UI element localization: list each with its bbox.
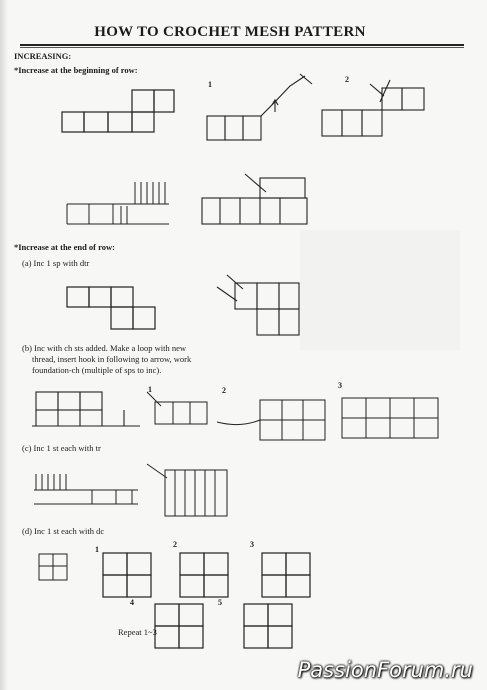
crochet-diagram-end-b3 <box>330 388 445 448</box>
figure-number: 2 <box>345 75 349 84</box>
mesh-chart-end-c <box>32 470 142 510</box>
figure-number: 2 <box>173 540 177 549</box>
crochet-diagram-end-c <box>145 460 235 520</box>
figure-number: 3 <box>338 381 342 390</box>
page-binding-shadow <box>0 0 8 690</box>
figure-number: 2 <box>222 386 226 395</box>
crochet-diagram-end-a <box>215 265 305 340</box>
figure-number: 3 <box>250 540 254 549</box>
step-c: (c) Inc 1 st each with tr <box>22 443 101 453</box>
crochet-diagram-begin-1 <box>205 72 315 144</box>
section-end-row: *Increase at the end of row: <box>14 242 115 252</box>
crochet-diagram-end-d2 <box>170 545 240 605</box>
step-b-line1: (b) Inc with ch sts added. Make a loop with new <box>22 343 187 353</box>
crochet-diagram-begin-3 <box>200 170 315 230</box>
watermark: PassionForum.ru <box>297 658 473 682</box>
mesh-chart-end-b <box>30 388 145 433</box>
step-a: (a) Inc 1 sp with dtr <box>22 258 90 268</box>
figure-number: 1 <box>148 385 152 394</box>
section-increasing: INCREASING: <box>14 51 72 61</box>
mesh-chart-stair-dc <box>65 180 175 230</box>
repeat-label: Repeat 1~3 <box>118 627 157 637</box>
mesh-chart-end-a <box>65 285 175 335</box>
figure-number: 1 <box>208 80 212 89</box>
figure-number: 4 <box>130 598 134 607</box>
crochet-diagram-begin-2 <box>320 78 440 143</box>
section-begin-row: *Increase at the beginning of row: <box>14 65 138 75</box>
bleed-through <box>300 230 460 350</box>
figure-number: 5 <box>218 598 222 607</box>
page-title: HOW TO CROCHET MESH PATTERN <box>94 24 366 40</box>
figure-number: 1 <box>95 545 99 554</box>
mesh-chart-end-d <box>35 550 80 585</box>
mesh-chart-stair <box>60 88 180 133</box>
crochet-diagram-end-b2 <box>215 390 330 450</box>
step-d: (d) Inc 1 st each with dc <box>22 526 105 536</box>
crochet-diagram-end-d5 <box>232 598 307 656</box>
title-rule <box>20 44 464 46</box>
step-b-line3: foundation-ch (multiple of sps to inc). <box>32 365 162 375</box>
step-b-line2: thread, insert hook in following to arrow, work <box>32 354 192 364</box>
crochet-diagram-end-d1 <box>95 545 165 605</box>
title-rule-thin <box>20 47 464 48</box>
crochet-diagram-end-d3 <box>250 545 325 605</box>
crochet-diagram-end-b1 <box>145 390 215 435</box>
